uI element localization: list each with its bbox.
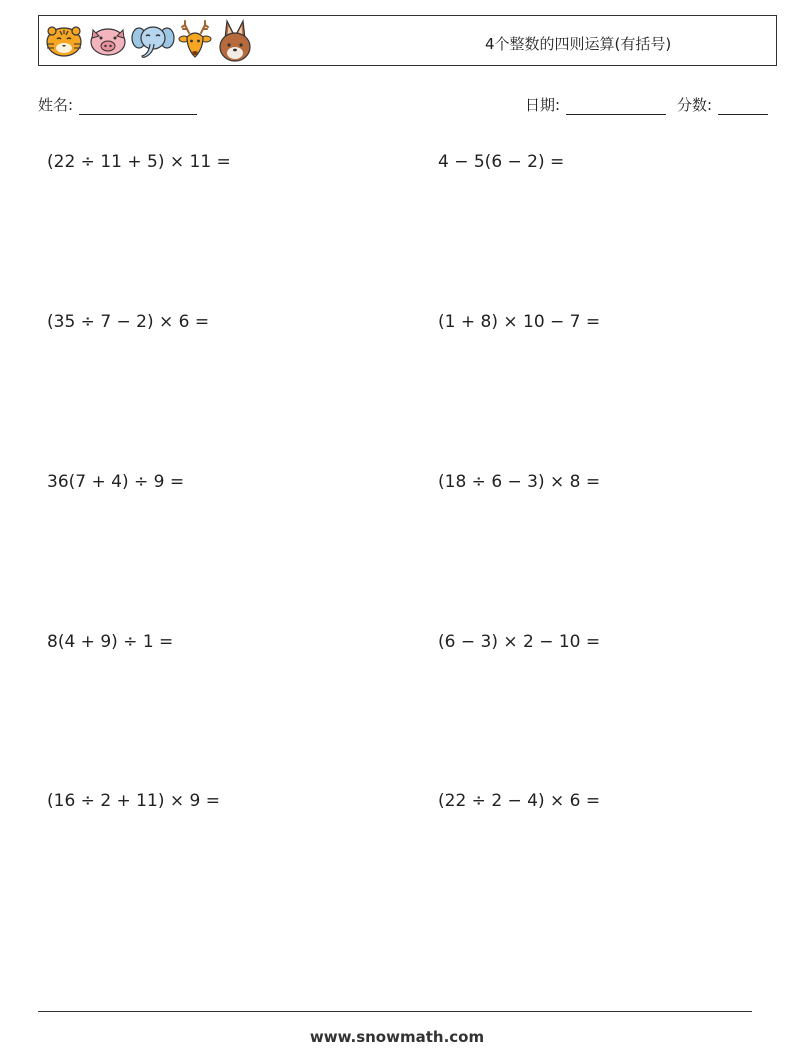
worksheet-header — [38, 15, 777, 66]
elephant-icon — [131, 22, 175, 60]
problem-5: 36(7 + 4) ÷ 9 = — [47, 472, 185, 492]
name-blank[interactable] — [79, 100, 197, 115]
deer-icon — [177, 19, 213, 63]
problem-6: (18 ÷ 6 − 3) × 8 = — [438, 472, 601, 492]
footer-url[interactable]: www.snowmath.com — [309, 1028, 485, 1046]
problem-3: (35 ÷ 7 − 2) × 6 = — [47, 312, 210, 332]
problem-1: (22 ÷ 11 + 5) × 11 = — [47, 152, 231, 172]
pig-icon — [87, 22, 129, 60]
score-field — [677, 94, 768, 115]
problem-10: (22 ÷ 2 − 4) × 6 = — [438, 791, 601, 811]
date-field — [525, 94, 666, 115]
date-label: 日期: — [525, 96, 561, 114]
rabbit-icon — [215, 19, 255, 63]
tiger-icon — [43, 22, 85, 60]
score-blank[interactable] — [718, 100, 768, 115]
problem-7: 8(4 + 9) ÷ 1 = — [47, 632, 174, 652]
problem-8: (6 − 3) × 2 − 10 = — [438, 632, 601, 652]
footer-divider — [38, 1011, 752, 1012]
score-label: 分数: — [677, 96, 713, 114]
date-blank[interactable] — [566, 100, 666, 115]
problem-2: 4 − 5(6 − 2) = — [438, 152, 565, 172]
problem-9: (16 ÷ 2 + 11) × 9 = — [47, 791, 220, 811]
worksheet-title: 4个整数的四则运算(有括号) — [485, 35, 672, 53]
name-field — [38, 94, 197, 115]
animal-icons — [43, 19, 255, 63]
problem-4: (1 + 8) × 10 − 7 = — [438, 312, 601, 332]
name-label: 姓名: — [38, 96, 74, 114]
